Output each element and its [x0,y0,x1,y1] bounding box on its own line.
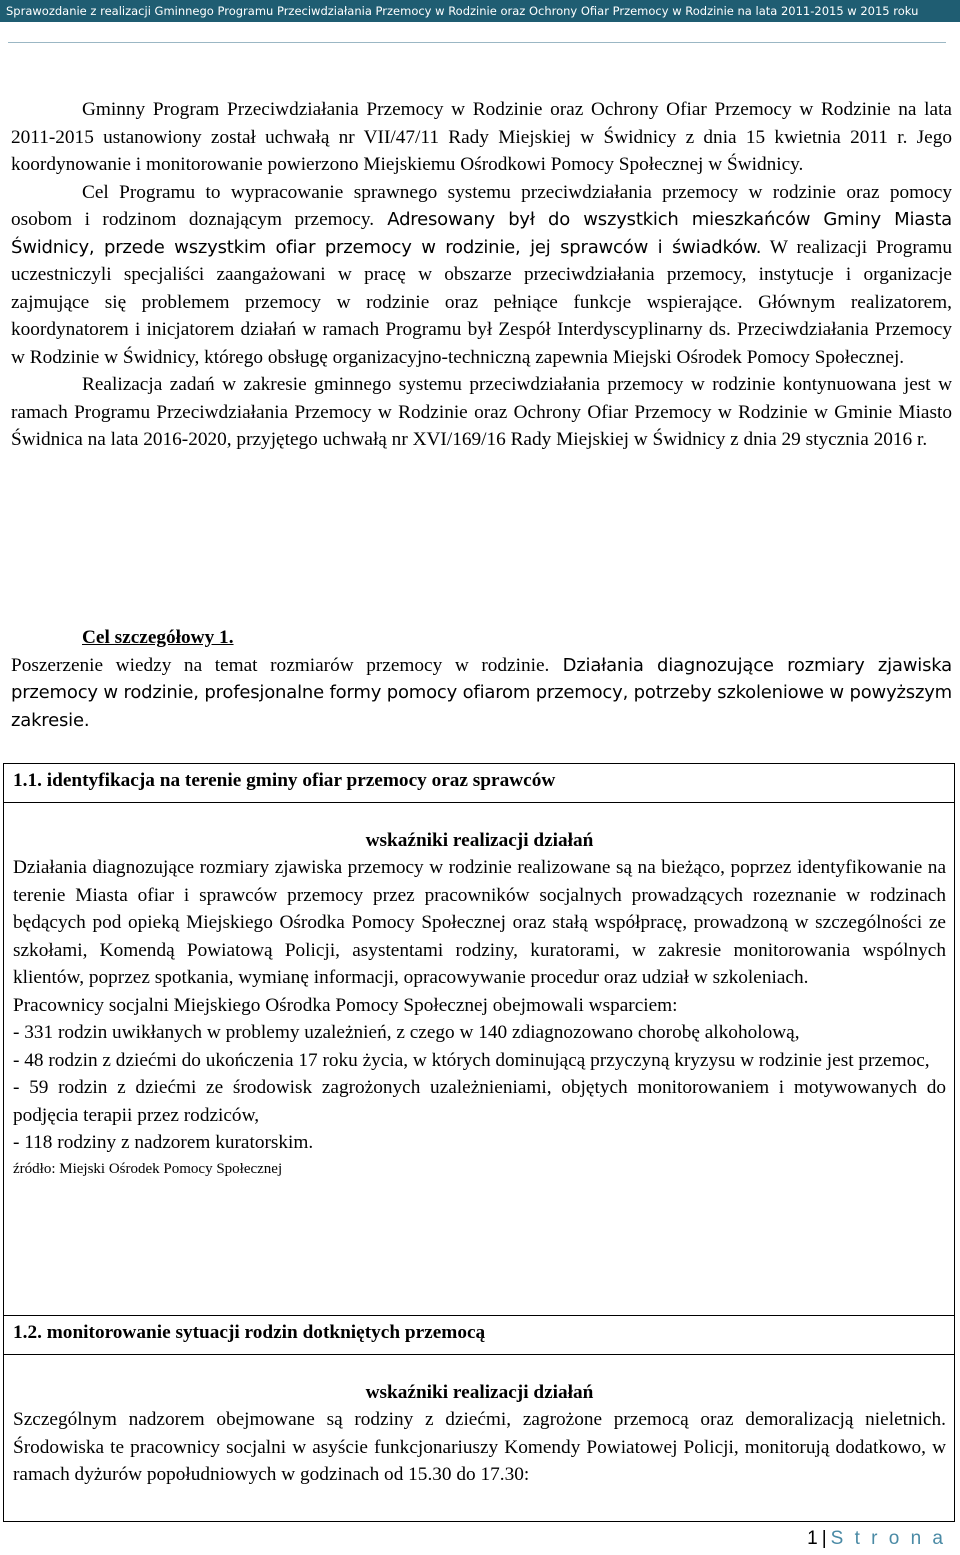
page-number: 1 [807,1528,818,1549]
section-1-body [4,803,954,1181]
goal-text-b: Działania diagnozujące rozmiary zjawiska przemocy w rodzinie, profesjonalne formy pomocy ofiarom przemocy, potrzeby szkoleniowe w powyższym zakresie. [11,654,952,731]
intro-paragraph-2-a: Cel Programu to wypracowanie sprawnego systemu przeciwdziałania przemocy w rodzinie oraz pomocy osobom i rodzinom doznającym przemocy. [11,181,952,230]
page-header: Sprawozdanie z realizacji Gminnego Programu Przeciwdziałania Przemocy w Rodzinie oraz Ochrony Ofiar Przemocy w Rodzinie na lata 2011-2015 w 2015 roku [0,0,960,22]
list-item: - 59 rodzin z dziećmi ze środowisk zagrożonych uzależnieniami, objętych monitorowaniem i motywowanych do podjęcia terapii przez rodziców, [13,1077,946,1126]
section-1-support-intro: Pracownicy socjalni Miejskiego Ośrodka Pomocy Społecznej obejmowali wsparciem: [13,994,678,1016]
section-2-box [3,1315,955,1522]
section-2-subheading: wskaźniki realizacji działań [365,1382,594,1403]
section-1-subheading: wskaźniki realizacji działań [365,830,594,851]
page-footer [807,1528,946,1550]
goal-heading: Cel szczegółowy 1. [82,627,234,648]
section-2-title: 1.2. monitorowanie sytuacji rodzin dotkniętych przemocą [4,1316,954,1355]
section-2-body [4,1355,954,1489]
goal-text [11,652,952,735]
section-1-title: 1.1. identyfikacja na terenie gminy ofiar przemocy oraz sprawców [4,764,954,803]
intro-paragraph-3: Realizacja zadań w zakresie gminnego systemu przeciwdziałania przemocy w rodzinie kontynuowana jest w ramach Programu Przeciwdziałania Przemocy w Rodzinie oraz Ochrony Ofiar Przemocy w Rodzinie w Gminie Miasto Świdnica na lata 2016-2020, przyjętego uchwałą nr XVI/169/16 Rady Miejskiej w Świdnicy z dnia 29 stycznia 2016 r. [11,374,952,451]
section-1-box [3,763,955,1316]
list-item: - 118 rodziny z nadzorem kuratorskim. [13,1132,314,1153]
section-1-source: źródło: Miejski Ośrodek Pomocy Społecznej [13,1160,283,1177]
section-2-text: Szczególnym nadzorem obejmowane są rodziny z dziećmi, zagrożone przemocą oraz demoralizacją nieletnich. Środowiska te pracownicy socjalni w asyście funkcjonariuszy Komendy Powiatowej Policji, monitorują dodatkowo, w ramach dyżurów popołudniowych w godzinach od 15.30 do 17.30: [13,1409,946,1485]
list-item: - 48 rodzin z dziećmi do ukończenia 17 roku życia, w których dominującą przyczyną kryzysu w rodzinie jest przemoc, [13,1049,930,1071]
intro-section [11,96,952,454]
intro-paragraph-1: Gminny Program Przeciwdziałania Przemocy w Rodzinie oraz Ochrony Ofiar Przemocy w Rodzinie na lata 2011-2015 ustanowiony został uchwałą nr VII/47/11 Rady Miejskiej w Świdnicy z dnia 15 kwietnia 2011 r. Jego koordynowanie i monitorowanie powierzono Miejskiemu Ośrodkowi Pomocy Społecznej w Świdnicy. [11,99,952,175]
goal-section [11,624,952,734]
footer-separator: | [821,1528,827,1549]
section-1-text: Działania diagnozujące rozmiary zjawiska przemocy w rodzinie realizowane są na bieżąco, poprzez identyfikowanie na terenie Miasta ofiar i sprawców przemocy przez pracowników socjalnych prowadzących rozeznanie w rodzinach będących pod opieką Miejskiego Ośrodka Pomocy Społecznej oraz stałą współpracę, prowadzoną w szczególności ze szkołami, Komendą Powiatową Policji, asystentami rodziny, kuratorami, w zakresie monitorowania wspólnych klientów, poprzez spotkania, wymianę informacji, opracowywanie procedur oraz udział w szkoleniach. [13,857,946,988]
list-item: - 331 rodzin uwikłanych w problemy uzależnień, z czego w 140 zdiagnozowano chorobę alkoholową, [13,1022,800,1043]
intro-paragraph-2-c: W realizacji Programu uczestniczyli specjaliści zaangażowani w pracę w obszarze przeciwdziałania przemocy, instytucje i organizacje zajmujące się problemem przemocy w rodzinie oraz pełniące funkcje wspierające. Głównym realizatorem, koordynatorem i inicjatorem działań w ramach Programu był Zespół Interdyscyplinarny ds. Przeciwdziałania Przemocy w Rodzinie w Świdnicy, którego obsługę organizacyjno-techniczną zapewnia Miejski Ośrodek Pomocy Społecznej. [11,236,952,368]
header-divider [8,42,946,43]
intro-paragraph-2-b: Adresowany był do wszystkich mieszkańców Gminy Miasta Świdnicy, przede wszystkim ofiar przemocy w rodzinie, jej sprawców i świadków. [11,209,953,258]
footer-label: S t r o n a [830,1528,946,1549]
goal-text-a: Poszerzenie wiedzy na temat rozmiarów przemocy w rodzinie. [11,654,550,676]
intro-paragraph-2 [11,179,952,372]
